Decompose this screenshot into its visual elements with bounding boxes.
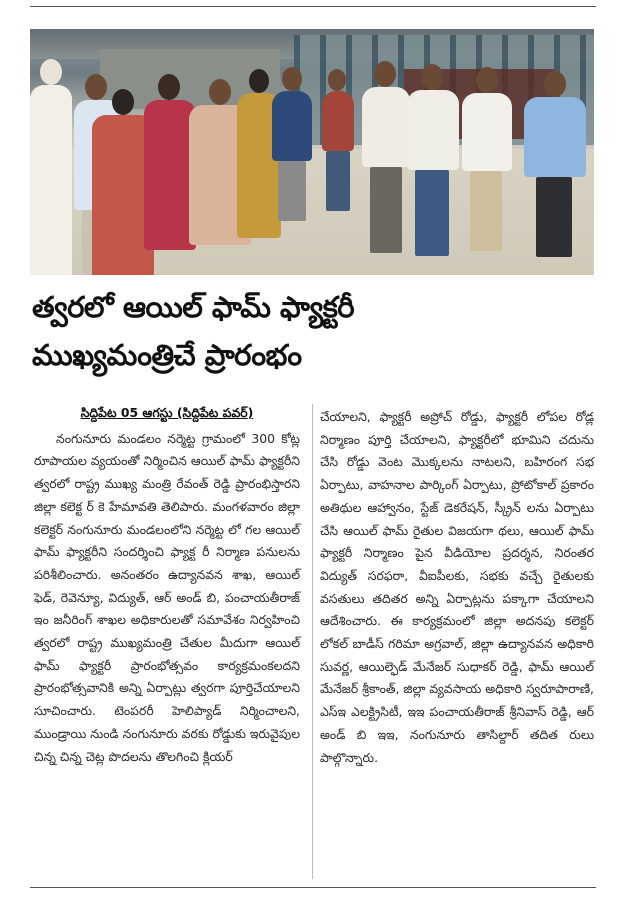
dateline: సిద్దిపేట 05 ఆగస్టు (సిద్దిపేట పవర్) [80,405,254,420]
headline [32,283,592,379]
photo-person [270,67,314,217]
photo-person [320,69,356,209]
headline-line-2: ముఖ్యమంత్రిచే ప్రారంభం [32,338,302,372]
photo-person [520,71,590,261]
top-rule [30,6,596,7]
photo-person [405,64,461,234]
article-column-left [34,402,300,768]
photo-person [460,67,514,237]
article-text-right: చేయాలని, ఫ్యాక్టరీ అప్రోచ్ రోడ్డు, ఫ్యాక్టరీ లోపల రోడ్ల నిర్మాణం పూర్తి చేయాలని, ఫ్యాక్టరీలో భూమిని చదును చేసి రోడ్డు వెంట మొక్కలను నాటలని, బహిరంగ సభ ఏర్పాటు, వాహనాల పార్కింగ్ ఏర్పాటు, ప్రోటోకాల్ ప్రకారం అతిథుల ఆహ్వానం, స్టేజ్ డెకరేషన్, స్క్రీన్ లను ఏర్పాటు చేసి ఆయిల్ ఫామ్ రైతుల విజయగా థలు, ఆయిల్ ఫామ్ ఫ్యాక్టరీ నిర్మాణం పైన వీడియోల ప్రదర్శన, నిరంతర విద్యుత్ సరఫరా, వీఐపీలకు, సభకు వచ్చే రైతులకు వసతులు తదితర అన్ని ఏర్పాట్లను పక్కాగా చేయాలని ఆదేశించారు. ఈ కార్యక్రమంలో జిల్లా అదనపు కలెక్టర్ లోకల్ బాడీస్ గరిమా అగ్రవాల్, జిల్లా ఉద్యానవన అధికారి సువర్ణ, ఆయిల్ఫెడ్ మేనేజర్ సుధాకర్ రెడ్డి, ఫామ్ ఆయిల్ మేనేజర్ శ్రీకాంత్, జిల్లా వ్యవసాయ అధికారి స్వరూపారాణి, ఎస్ఇ ఎలక్ట్రిసిటీ, ఇఇ పంచాయతీరాజ్ శ్రీనివాస్ రెడ్డి, ఆర్ అండ్ బి ఇఇ, నంగునూరు తాసిల్దార్ తదిత రులు పాల్గొన్నారు. [320,409,594,765]
article-text-left: నంగునూరు మండలం నర్మెట్ట గ్రామంలో 300 కోట్ల రూపాయల వ్యయంతో నిర్మించిన ఆయిల్ ఫామ్ ఫ్యాక్టరీని త్వరలో రాష్ట్ర ముఖ్య మంత్రి రేవంత్ రెడ్డి ప్రారంభిస్తారని జిల్లా కలెక్ట ర్ కె హేమావతి తెలిపారు. మంగళవారం జిల్లా కలెక్టర్ నంగునూరు మండలంలోని నర్మెట్ట లో గల ఆయిల్ ఫామ్ ఫ్యాక్టరీని సందర్శించి ఫ్యాక్ట రీ నిర్మాణ పనులను పరిశీలించారు. అనంతరం ఉద్యానవన శాఖ, ఆయిల్ ఫెడ్, రెవెన్యూ, విద్యుత్, ఆర్ అండ్ బి, పంచాయతీరాజ్ ఇం జనీరింగ్ శాఖల అధికారులతో సమావేశం నిర్వహించి త్వరలో రాష్ట్ర ముఖ్యమంత్రి చేతుల మీదుగా ఆయిల్ ఫామ్ ఫ్యాక్టరీ ప్రారంభోత్సవం కార్యక్రమంకలదని ప్రారంభోత్సవానికి అన్ని ఏర్పాట్లు త్వరగా పూర్తిచేయాలని సూచించారు. టెంపరరీ హెలిప్యాడ్ నిర్మించాలని, ముండ్రాయి నుండి నంగునూరు వరకు రోడ్డుకు ఇరువైపుల చిన్న చిన్న చెట్ల పొదలను తొలగించి క్లియర్ [34,430,300,764]
bottom-rule [30,887,596,888]
news-photo [30,29,594,275]
article-column-right [320,406,594,769]
column-divider [312,404,313,879]
headline-line-1: త్వరలో ఆయిల్ ఫామ్ ఫ్యాక్టరీ [32,290,355,324]
